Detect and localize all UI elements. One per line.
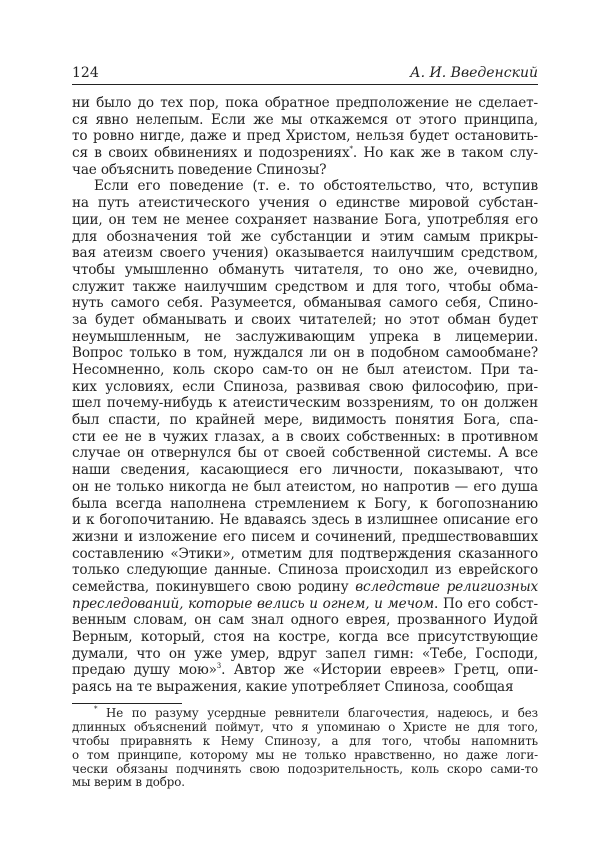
text-line [72, 229, 538, 246]
footnote [72, 707, 538, 790]
text-segment: была всегда наполнена стремлением к Богу, к богопознанию [72, 495, 538, 512]
text-line [72, 646, 538, 663]
text-line [72, 329, 538, 346]
text-segment: ции, он тем не менее сохраняет название Бога, употребляя его [72, 211, 538, 228]
footnote-line [72, 721, 538, 735]
text-segment: раясь на те выражения, какие употребляет Спиноза, сообщая [72, 679, 514, 696]
text-segment: чтобы приравнять к Нему Спинозу, а для того, чтобы напомнить [72, 733, 538, 748]
text-line [72, 212, 538, 229]
text-segment: наши сведения, касающиеся его личности, показывают, что [72, 462, 538, 479]
text-line [72, 262, 538, 279]
footnote-line [72, 707, 538, 721]
page-number: 124 [72, 65, 99, 81]
text-line [72, 612, 538, 629]
text-segment: он не только никогда не был атеистом, но напротив — его душа [72, 478, 538, 495]
text-segment: . По его собст- [434, 595, 538, 612]
text-segment: служит также наилучшим средством и для того, чтобы обма- [72, 278, 538, 295]
text-segment: за будет обманывать и своих читателей; но этот обман будет [72, 311, 538, 328]
footnote-line [72, 776, 538, 790]
text-segment: только следующие данные. Спиноза происходил из еврейского [72, 562, 538, 579]
text-line [72, 395, 538, 412]
footnote-line [72, 749, 538, 763]
text-line [72, 195, 538, 212]
text-segment: на путь атеистического учения о единстве мировой субстан- [72, 195, 538, 212]
text-line [72, 345, 538, 362]
text-line [72, 579, 538, 596]
text-segment: . Автор же «Истории евреев» Гретц, опи- [221, 662, 538, 679]
text-line [72, 412, 538, 429]
text-segment: нуть самого себя. Разумеется, обманывая самого себя, Спино- [72, 295, 538, 312]
text-segment: чески обязаны подчинять свою подозрительность, коль скоро сами-то [72, 761, 538, 776]
text-line [72, 279, 538, 296]
text-segment: неумышленным, не заслуживающим упрека в лицемерии. [72, 328, 538, 345]
text-line [72, 145, 538, 162]
text-segment: сти ее не в чужих глазах, а в своих собственных: в противном [72, 428, 538, 445]
text-segment: Вопрос только в том, нуждался ли он в подобном самообмане? [72, 345, 538, 362]
text-line [72, 629, 538, 646]
text-segment: жизни и изложение его писем и сочинений, предшествовавших [72, 528, 538, 545]
text-line [72, 462, 538, 479]
italic-text: преследований, которые велись и огнем, и мечом [72, 595, 435, 612]
text-segment: мы верим в добро. [72, 775, 185, 790]
text-line [72, 312, 538, 329]
text-segment: ся явно нелепым. Если же мы откажемся от этого принципа, [72, 111, 538, 128]
text-line [72, 162, 538, 179]
text-line [72, 95, 538, 112]
text-line [72, 662, 538, 679]
text-segment: семейства, покинувшего свою родину [72, 578, 356, 595]
text-line [72, 679, 538, 696]
text-line [72, 112, 538, 129]
text-line [72, 596, 538, 613]
text-segment: думали, что он уже умер, вдруг запел гимн: «Тебе, Господи, [72, 645, 538, 662]
text-segment: ких условиях, если Спиноза, развивая свою философию, при- [72, 378, 538, 395]
text-line [72, 529, 538, 546]
italic-text: вследствие религиозных [355, 578, 539, 595]
text-segment: вая атеизм своего учения) оказывается наилучшим средством, [72, 245, 538, 262]
text-line [72, 546, 538, 563]
text-line [72, 562, 538, 579]
text-line [72, 362, 538, 379]
text-segment: о том принципе, которому мы не только нравственно, но даже логи- [72, 747, 538, 762]
text-segment: венным словам, он сам знал одного еврея, прозванного Иудой [72, 612, 538, 629]
text-line [72, 379, 538, 396]
text-segment: шел почему-нибудь к атеистическим воззрениям, то он должен [72, 395, 538, 412]
text-segment: составлению «Этики», отметим для подтверждения сказанного [72, 545, 538, 562]
text-segment: чтобы умышленно обмануть читателя, то оно же, очевидно, [72, 261, 538, 278]
body-text [72, 95, 538, 696]
text-segment: и к богопочитанию. Не вдаваясь здесь в излишнее описание его [72, 512, 538, 529]
footnote-marker: * [349, 145, 353, 154]
text-segment: был спасти, по крайней мере, видимость понятия Бога, спа- [72, 412, 538, 429]
text-segment: для обозначения той же субстанции и этим самым прикры- [72, 228, 538, 245]
text-line [72, 496, 538, 513]
text-segment: Не по разуму усердные ревнители благочестия, надеюсь, и без [97, 706, 538, 720]
text-segment: случае он отвернулся бы от своей собственной системы. А все [72, 445, 538, 462]
text-line [72, 295, 538, 312]
text-line [72, 178, 538, 195]
footnote-marker: 3 [216, 662, 222, 671]
footnote-line [72, 763, 538, 777]
text-line [72, 479, 538, 496]
text-segment: Если его поведение (т. е. то обстоятельство, что, вступив [94, 178, 538, 195]
text-segment: длинных объяснений поймут, что я упоминаю о Христе не для того, [72, 719, 538, 734]
footnote-separator [72, 703, 182, 704]
text-segment: предаю душу мою» [72, 662, 217, 679]
text-line [72, 128, 538, 145]
text-segment: Несомненно, коль скоро сам-то он не был атеистом. При та- [72, 362, 538, 378]
running-header [72, 64, 538, 85]
running-head-author: А. И. Введенский [410, 65, 538, 81]
text-segment: Верным, который, стоя на костре, когда все присутствующие [72, 629, 538, 645]
footnote-line [72, 735, 538, 749]
text-line [72, 245, 538, 262]
footnote-marker: * [94, 705, 98, 713]
text-segment: чае объяснить поведение Спинозы? [72, 161, 327, 178]
text-line [72, 445, 538, 462]
text-segment: ни было до тех пор, пока обратное предположение не сделает- [72, 95, 538, 111]
text-line [72, 512, 538, 529]
text-segment: . Но как же в таком слу- [352, 145, 538, 162]
text-line [72, 429, 538, 446]
text-segment: ся в своих обвинениях и подозрениях [72, 145, 350, 162]
text-segment: то ровно нигде, даже и пред Христом, нельзя будет остановить- [72, 128, 538, 145]
